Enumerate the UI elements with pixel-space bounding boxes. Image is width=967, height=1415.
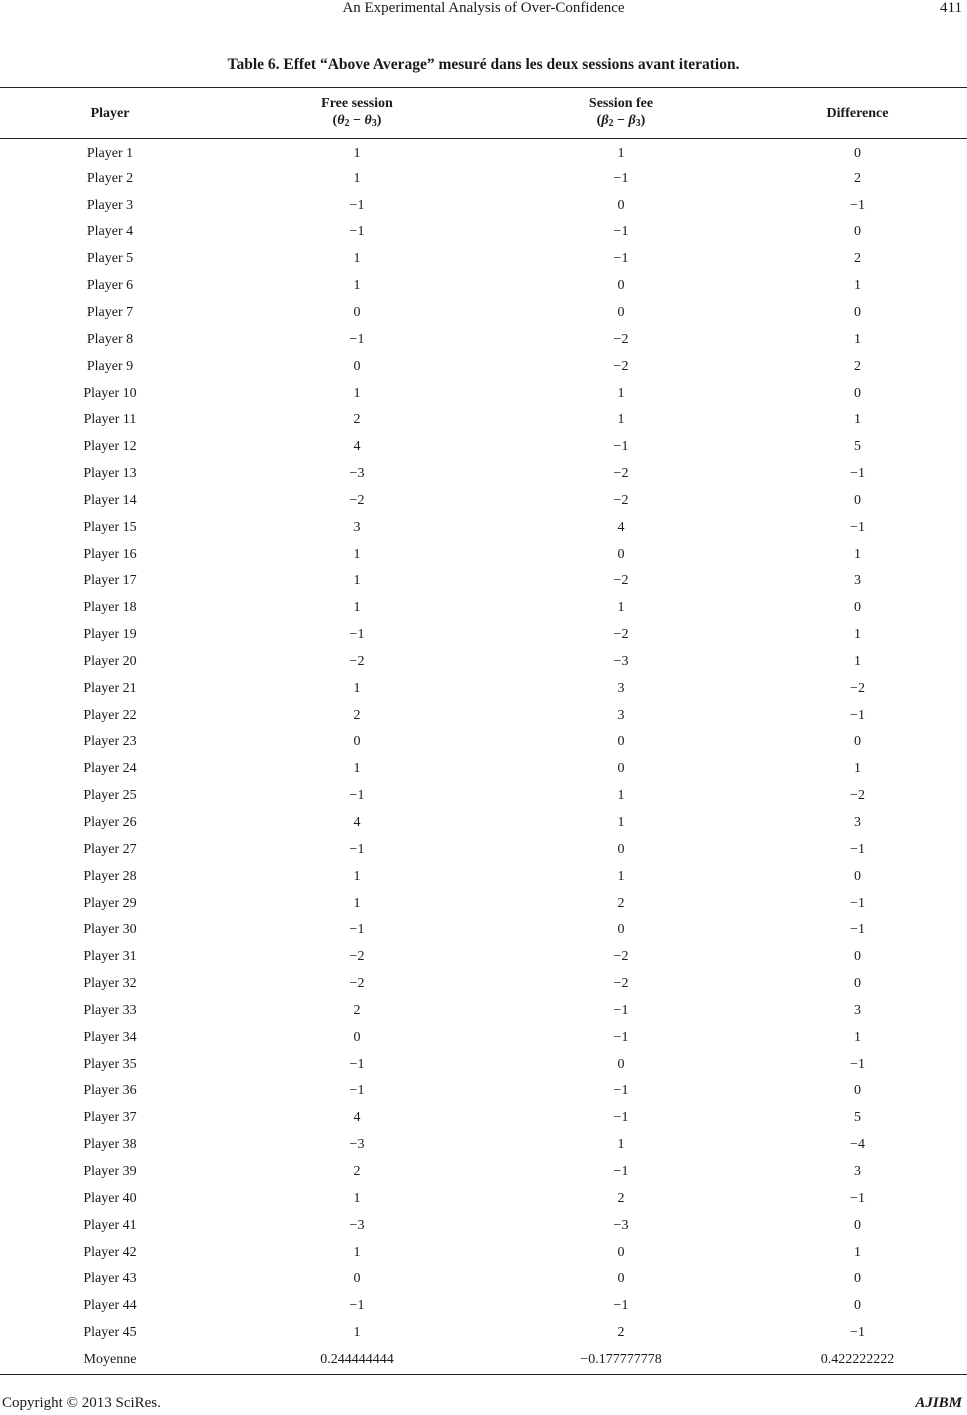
mean-label: Moyenne [0,1346,220,1375]
cell-player: Player 3 [86,197,134,213]
cell-difference: 1 [854,412,861,428]
cell-session-fee: 1 [617,412,625,428]
header-player: Player [0,88,220,139]
table-row [0,1132,967,1159]
cell-free-session: 1 [353,170,361,186]
cell-difference: −1 [850,197,865,213]
table-row [0,998,967,1025]
header-session-fee [494,88,748,139]
cell-free-session: 4 [353,1110,361,1126]
cell-difference: −2 [850,680,865,696]
cell-free-session: −1 [349,841,365,857]
table-row [0,541,967,568]
cell-free-session: −2 [349,492,365,508]
cell-difference: 0 [854,1217,861,1233]
cell-player: Player 12 [83,439,137,455]
cell-difference: −2 [850,788,865,804]
table-row [0,971,967,998]
cell-player: Player 20 [83,653,137,669]
cell-free-session: 1 [353,680,361,696]
table-row [0,273,967,300]
table-row [0,246,967,273]
cell-free-session: 2 [353,1163,361,1179]
cell-session-fee: 0 [617,278,625,294]
cell-free-session: 0 [353,304,361,320]
cell-session-fee: 1 [617,815,625,831]
page-number: 411 [940,0,962,16]
cell-difference: 0 [854,145,861,161]
data-table [0,87,967,1375]
cell-difference: −4 [850,1137,865,1153]
cell-session-fee: 1 [617,788,625,804]
table-row [0,917,967,944]
table-row [0,192,967,219]
table-row [0,1266,967,1293]
cell-session-fee: −1 [613,1110,629,1126]
copyright-notice: Copyright © 2013 SciRes. [2,1395,161,1411]
cell-player: Player 37 [83,1110,137,1126]
cell-session-fee: 0 [617,734,625,750]
cell-player: Player 15 [83,519,137,535]
table-row [0,461,967,488]
cell-player: Player 2 [86,170,134,186]
cell-free-session: 1 [353,868,361,884]
header-session-fee-formula: $(\beta_2 - \beta_3)$ [596,112,646,129]
cell-player: Player 23 [83,734,137,750]
table-body [0,139,967,1375]
cell-session-fee: 0 [617,1271,625,1287]
theta-symbol: θ [337,112,345,128]
table-row [0,944,967,971]
cell-player: Player 44 [83,1298,137,1314]
cell-player: Player 45 [83,1325,137,1341]
cell-session-fee: 2 [617,1190,625,1206]
cell-player: Player 41 [83,1217,137,1233]
cell-difference: 0 [854,600,861,616]
table-row [0,1024,967,1051]
cell-session-fee: −1 [613,1163,629,1179]
table-row [0,1185,967,1212]
cell-difference: −1 [850,895,865,911]
cell-session-fee: −2 [613,492,629,508]
cell-player: Player 26 [83,815,137,831]
cell-free-session: 1 [353,895,361,911]
cell-difference: 0 [854,734,861,750]
journal-abbreviation: AJIBM [915,1395,962,1411]
theta-symbol: θ [364,112,372,128]
cell-free-session: 2 [353,1002,361,1018]
table-row [0,407,967,434]
header-difference: Difference [748,88,967,139]
cell-free-session: −3 [349,1217,365,1233]
running-title: An Experimental Analysis of Over-Confidence [342,0,625,16]
cell-player: Player 22 [83,707,137,723]
cell-player: Player 27 [83,841,137,857]
cell-free-session: 1 [353,251,361,267]
cell-free-session: −1 [349,627,365,643]
cell-session-fee: −1 [613,1002,629,1018]
cell-free-session: −3 [349,1137,365,1153]
cell-free-session: 2 [353,412,361,428]
cell-player: Player 31 [83,949,137,965]
table-caption: Table 6. Effet “Above Average” mesuré dans les deux sessions avant iteration. [227,56,740,73]
cell-difference: 0 [854,492,861,508]
cell-player: Player 33 [83,1002,137,1018]
cell-difference: 0 [854,385,861,401]
cell-session-fee: 0 [617,1056,625,1072]
cell-player: Player 28 [83,868,137,884]
cell-session-fee: −1 [613,1083,629,1099]
cell-difference: 1 [854,1244,861,1260]
cell-session-fee: 3 [617,680,625,696]
table-row [0,1105,967,1132]
cell-session-fee: 0 [617,922,625,938]
cell-difference: −1 [850,466,865,482]
cell-difference: 0 [854,976,861,992]
cell-session-fee: 0 [617,546,625,562]
table-row [0,702,967,729]
cell-difference: −1 [850,922,865,938]
cell-free-session: 4 [353,439,361,455]
cell-difference: 0 [854,1271,861,1287]
cell-player: Player 5 [86,251,134,267]
mean-row [0,1346,967,1375]
table-row [0,890,967,917]
cell-difference: 5 [854,1110,861,1126]
header-free-session [220,88,494,139]
cell-player: Player 6 [86,278,134,294]
cell-player: Player 8 [86,331,134,347]
table-row [0,326,967,353]
cell-difference: 3 [854,1163,861,1179]
table-row [0,139,967,166]
table-row [0,863,967,890]
mean-free-session: 0.244444444 [220,1346,494,1375]
header-row [0,88,967,139]
cell-player: Player 16 [83,546,137,562]
table-row [0,836,967,863]
table-row [0,300,967,327]
cell-session-fee: −2 [613,358,629,374]
table-row [0,1078,967,1105]
table-row [0,1051,967,1078]
cell-session-fee: −2 [613,573,629,589]
cell-player: Player 19 [83,627,137,643]
cell-session-fee: −2 [613,466,629,482]
cell-free-session: 1 [353,145,361,161]
cell-free-session: −1 [349,197,365,213]
header-session-fee-label: Session fee [588,95,654,111]
cell-difference: 1 [854,653,861,669]
cell-session-fee: −3 [613,1217,629,1233]
cell-player: Player 1 [86,145,134,161]
cell-difference: −1 [850,841,865,857]
cell-session-fee: 2 [617,895,625,911]
cell-session-fee: 0 [617,1244,625,1260]
cell-difference: −1 [850,707,865,723]
cell-player: Player 25 [83,788,137,804]
cell-session-fee: −1 [613,170,629,186]
cell-player: Player 39 [83,1163,137,1179]
table-row [0,729,967,756]
cell-free-session: 1 [353,385,361,401]
cell-player: Player 10 [83,385,137,401]
table-row [0,514,967,541]
cell-free-session: 0 [353,734,361,750]
table-row [0,622,967,649]
table-row [0,1293,967,1320]
cell-free-session: 1 [353,1244,361,1260]
cell-session-fee: 0 [617,841,625,857]
cell-difference: 5 [854,439,861,455]
table-row [0,568,967,595]
cell-difference: 1 [854,546,861,562]
cell-player: Player 40 [83,1190,137,1206]
running-head [0,0,967,22]
mean-session-fee: −0.177777778 [494,1346,748,1375]
cell-difference: 0 [854,224,861,240]
cell-session-fee: 0 [617,197,625,213]
page-footer [0,1395,967,1415]
cell-session-fee: 1 [617,600,625,616]
table-row [0,1320,967,1347]
cell-free-session: −1 [349,1298,365,1314]
table-header [0,88,967,139]
cell-player: Player 34 [83,1029,137,1045]
cell-difference: −1 [850,1056,865,1072]
cell-player: Player 9 [86,358,134,374]
cell-player: Player 36 [83,1083,137,1099]
cell-session-fee: −2 [613,331,629,347]
table-row [0,1239,967,1266]
cell-free-session: −1 [349,1056,365,1072]
cell-player: Player 38 [83,1137,137,1153]
cell-player: Player 14 [83,492,137,508]
cell-player: Player 4 [86,224,134,240]
cell-difference: −1 [850,519,865,535]
cell-session-fee: 1 [617,1137,625,1153]
cell-free-session: −1 [349,1083,365,1099]
cell-player: Player 42 [83,1244,137,1260]
cell-free-session: 1 [353,546,361,562]
cell-free-session: 1 [353,1325,361,1341]
table-row [0,353,967,380]
cell-difference: 0 [854,304,861,320]
cell-free-session: 3 [353,519,361,535]
cell-difference: 2 [854,358,861,374]
table-row [0,595,967,622]
cell-session-fee: −1 [613,1298,629,1314]
cell-difference: 3 [854,815,861,831]
cell-difference: 0 [854,1083,861,1099]
header-free-session-formula: $(\theta_2 - \theta_3)$ [332,112,382,129]
table-row [0,810,967,837]
table-row [0,487,967,514]
cell-free-session: 1 [353,1190,361,1206]
cell-difference: 1 [854,331,861,347]
cell-difference: 0 [854,868,861,884]
cell-session-fee: 0 [617,304,625,320]
cell-session-fee: −1 [613,224,629,240]
header-free-session-label: Free session [321,95,393,111]
cell-difference: 0 [854,949,861,965]
cell-session-fee: 0 [617,761,625,777]
cell-player: Player 18 [83,600,137,616]
cell-free-session: 0 [353,1029,361,1045]
cell-free-session: −1 [349,922,365,938]
table-row [0,649,967,676]
cell-difference: −1 [850,1325,865,1341]
cell-player: Player 21 [83,680,137,696]
table-row [0,675,967,702]
cell-session-fee: −2 [613,976,629,992]
table-row [0,756,967,783]
cell-session-fee: −2 [613,627,629,643]
cell-free-session: 4 [353,815,361,831]
cell-player: Player 29 [83,895,137,911]
cell-free-session: −1 [349,224,365,240]
mean-difference: 0.422222222 [748,1346,967,1375]
beta-symbol: β [601,112,609,128]
cell-player: Player 32 [83,976,137,992]
cell-player: Player 24 [83,761,137,777]
cell-difference: 3 [854,1002,861,1018]
cell-free-session: 1 [353,278,361,294]
cell-free-session: −2 [349,949,365,965]
cell-session-fee: −1 [613,1029,629,1045]
table-row [0,1212,967,1239]
cell-difference: 1 [854,278,861,294]
cell-player: Player 13 [83,466,137,482]
cell-free-session: −2 [349,653,365,669]
cell-difference: 2 [854,170,861,186]
table-row [0,219,967,246]
cell-session-fee: 1 [617,868,625,884]
cell-session-fee: −2 [613,949,629,965]
cell-difference: 3 [854,573,861,589]
cell-difference: −1 [850,1190,865,1206]
cell-difference: 1 [854,1029,861,1045]
cell-free-session: 1 [353,573,361,589]
cell-player: Player 43 [83,1271,137,1287]
cell-player: Player 35 [83,1056,137,1072]
cell-player: Player 7 [86,304,134,320]
cell-difference: 1 [854,627,861,643]
table-row [0,165,967,192]
cell-free-session: −1 [349,788,365,804]
cell-free-session: 2 [353,707,361,723]
cell-player: Player 30 [83,922,137,938]
table-row [0,380,967,407]
cell-player: Player 11 [83,412,137,428]
cell-session-fee: 2 [617,1325,625,1341]
cell-difference: 1 [854,761,861,777]
table-row [0,783,967,810]
table-row [0,1159,967,1186]
cell-difference: 0 [854,1298,861,1314]
beta-symbol: β [628,112,636,128]
table-row [0,434,967,461]
cell-free-session: −1 [349,331,365,347]
cell-free-session: 1 [353,761,361,777]
cell-player: Player 17 [83,573,137,589]
cell-free-session: 0 [353,1271,361,1287]
cell-session-fee: 1 [617,145,625,161]
cell-free-session: 0 [353,358,361,374]
cell-session-fee: −1 [613,251,629,267]
cell-session-fee: 1 [617,385,625,401]
cell-session-fee: 3 [617,707,625,723]
cell-free-session: 1 [353,600,361,616]
cell-free-session: −2 [349,976,365,992]
cell-free-session: −3 [349,466,365,482]
cell-session-fee: −3 [613,653,629,669]
cell-session-fee: 4 [617,519,625,535]
cell-session-fee: −1 [613,439,629,455]
cell-difference: 2 [854,251,861,267]
